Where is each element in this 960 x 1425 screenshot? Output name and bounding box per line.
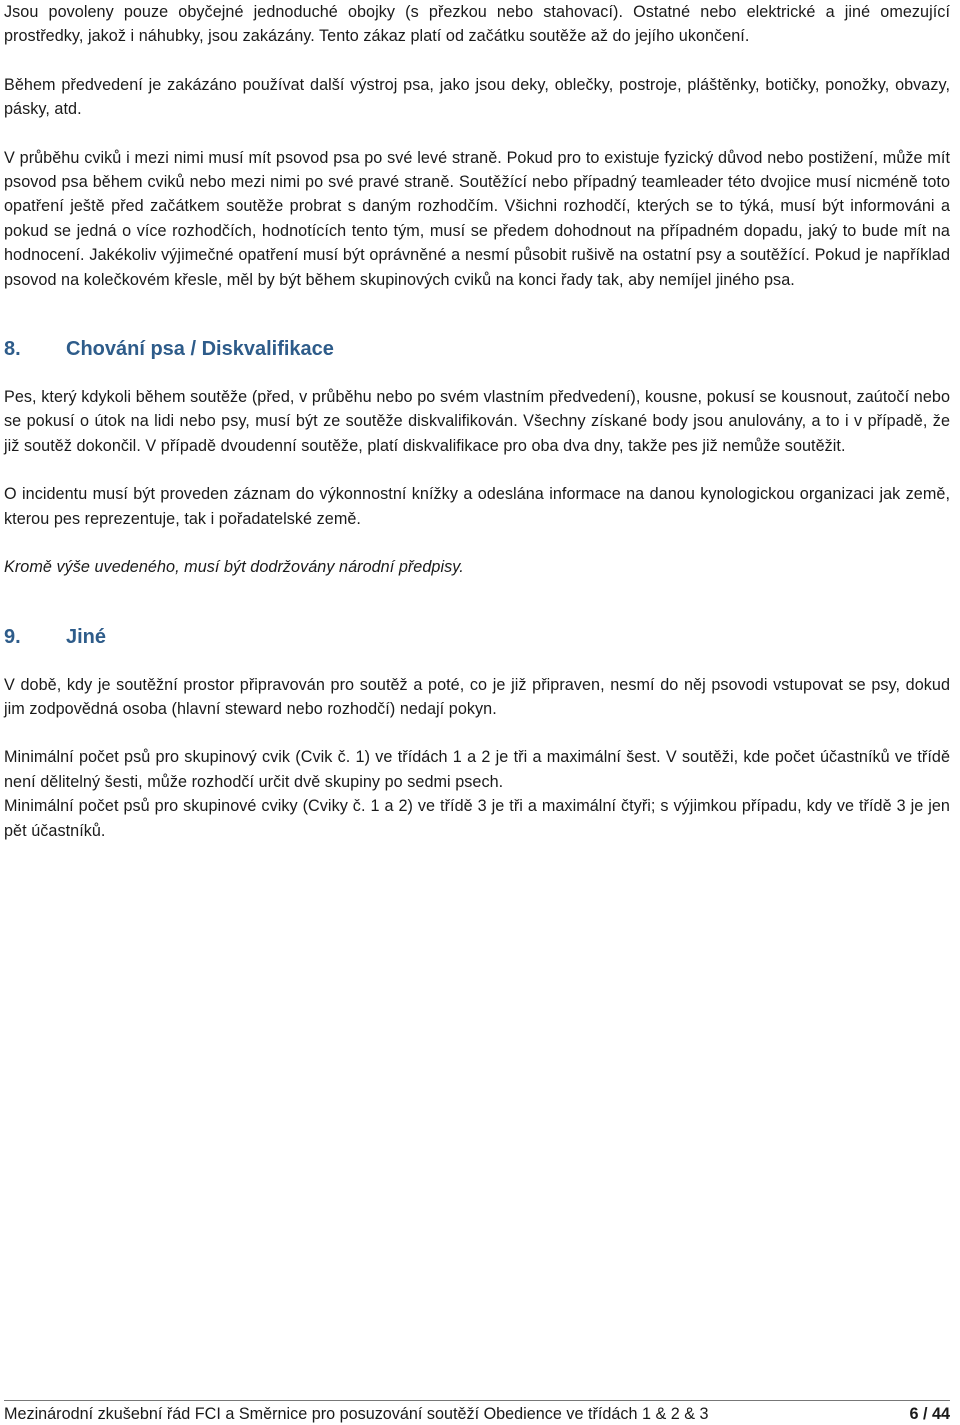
document-page [4,0,950,843]
page-footer [4,1400,950,1424]
section-9-title: Jiné [66,625,107,648]
page-number: 6 / 44 [909,1405,950,1423]
paragraph-collars: Jsou povoleny pouze obyčejné jednoduché obojky (s přezkou nebo stahovací). Ostatné nebo elektrické a jiné omezující prostředky, jakož i náhubky, jsou zakázány. Tento zákaz platí od začátku soutěže až do jejího ukončení. [4,3,950,46]
section-9-number: 9. [4,625,21,648]
section-9-paragraph-3: Minimální počet psů pro skupinové cviky (Cviky č. 1 a 2) ve třídě 3 je tři a maximální čtyři; s výjimkou případu, kdy ve třídě 3 je jen pět účastníků. [4,797,950,840]
section-8-number: 8. [4,338,21,361]
footer-title: Mezinárodní zkušební řád FCI a Směrnice pro posuzování soutěží Obedience ve třídách 1 & 2 & 3 [4,1405,709,1423]
section-8-paragraph-2: O incidentu musí být proveden záznam do výkonnostní knížky a odeslána informace na danou kynologickou organizaci jak země, kterou pes reprezentuje, tak i pořadatelské země. [4,485,950,528]
section-8-paragraph-3: Kromě výše uvedeného, musí být dodržovány národní předpisy. [4,558,464,577]
section-8-title: Chování psa / Diskvalifikace [66,338,334,361]
section-8-heading [4,338,950,361]
section-9-paragraph-1: V době, kdy je soutěžní prostor připravován pro soutěž a poté, co je již připraven, nesmí do něj psovodi vstupovat se psy, dokud jim zodpovědná osoba (hlavní steward nebo rozhodčí) nedají pokyn. [4,675,950,718]
section-8-paragraph-1: Pes, který kdykoli během soutěže (před, v průběhu nebo po svém vlastním předvedení), kousne, pokusí se kousnout, zaútočí nebo se pokusí o útok na lidi nebo psy, musí být ze soutěže diskvalifikován. Všechny získané body jsou anulovány, a to i v případě, že již soutěž dokončil. V případě dvoudenní soutěže, platí diskvalifikace pro oba dva dny, takže pes již nemůže soutěžit. [4,388,950,455]
paragraph-handler-side: V průběhu cviků i mezi nimi musí mít psovod psa po své levé straně. Pokud pro to existuje fyzický důvod nebo postižení, může mít psovod psa během cviků nebo mezi nimi po své pravé straně. Soutěžící nebo případný teamleader této dvojice musí nicméně toto opatření ještě před začátkem soutěže probrat s daným rozhodčím. Všichni rozhodčí, kterých se to týká, musí být informováni a pokud se jedná o více rozhodčích, hodnotících tento tým, musí se předem dohodnout na případném dopadu, jaký to bude mít na hodnocení. Jakékoliv výjimečné opatření musí být oprávněné a nesmí působit rušivě na ostatní psy a soutěžící. Pokud je například psovod na kolečkovém křesle, měl by být během skupinových cviků na konci řady tak, aby nemíjel jiného psa. [4,148,950,289]
paragraph-equipment: Během předvedení je zakázáno používat další výstroj psa, jako jsou deky, oblečky, postroje, pláštěnky, botičky, ponožky, obvazy, pásky, atd. [4,75,950,119]
section-9-heading [4,626,950,649]
section-9-paragraph-2: Minimální počet psů pro skupinový cvik (Cvik č. 1) ve třídách 1 a 2 je tři a maximální šest. V soutěži, kde počet účastníků ve třídě není dělitelný šesti, může rozhodčí určit dvě skupiny po sedmi psech. [4,748,950,791]
